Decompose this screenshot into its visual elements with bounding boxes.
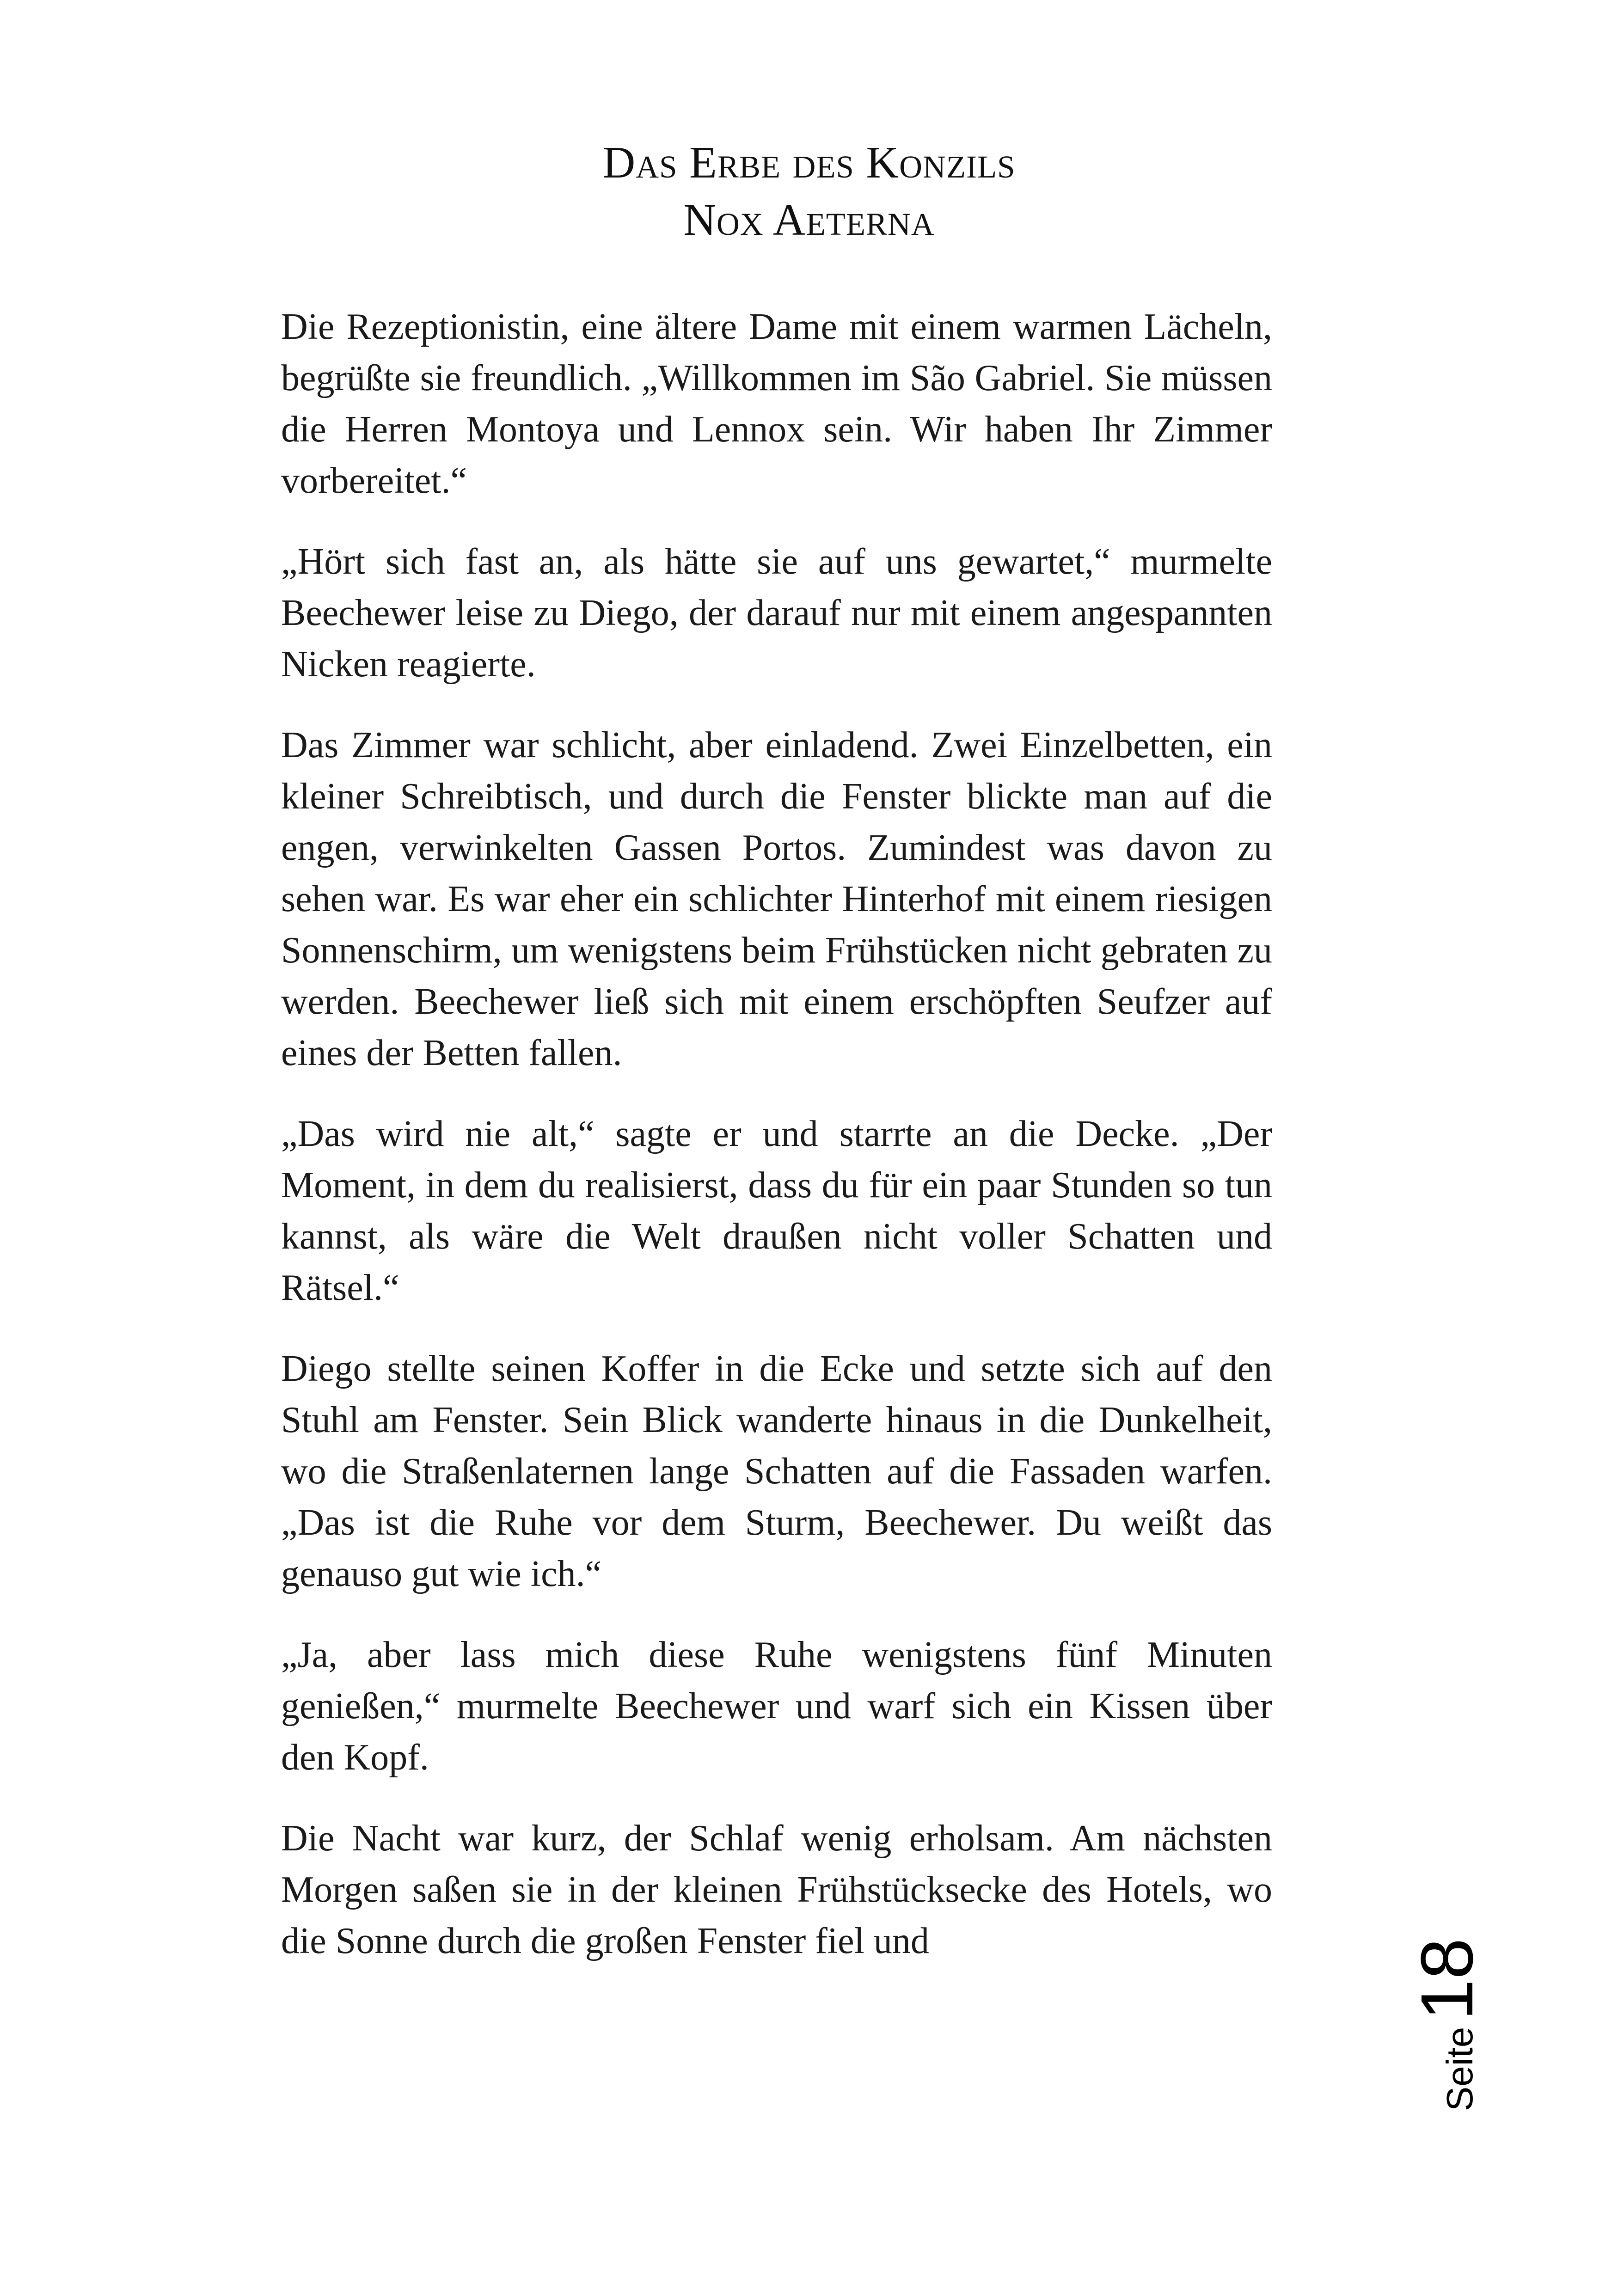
paragraph: Das Zimmer war schlicht, aber einladend. Zwei Einzelbetten, ein kleiner Schreibtisch, und durch die Fenster blickte man auf die engen, verwinkelten Gassen Portos. Zumindest was davon zu sehen war. Es war eher ein schlichter Hinterhof mit einem riesigen Sonnenschirm, um wenigstens beim Frühstücken nicht gebraten zu werden. Beechewer ließ sich mit einem erschöpften Seufzer auf eines der Betten fallen. <box>281 725 1272 1073</box>
running-header <box>0 134 1618 249</box>
page-number <box>1387 1937 1507 2112</box>
paragraph: „Hört sich fast an, als hätte sie auf uns gewartet,“ murmelte Beechewer leise zu Diego, der darauf nur mit einem angespannten Nicken reagierte. <box>281 541 1272 685</box>
paragraph: Die Nacht war kurz, der Schlaf wenig erholsam. Am nächsten Morgen saßen sie in der kleinen Frühstücksecke des Hotels, wo die Sonne durch die großen Fenster fiel und <box>281 1818 1272 1961</box>
page-number-value: 18 <box>1405 1938 1488 2020</box>
body-text <box>281 301 1272 1996</box>
book-title: Das Erbe des Konzils <box>602 138 1016 188</box>
paragraph: Die Rezeptionistin, eine ältere Dame mit einem warmen Lächeln, begrüßte sie freundlich. „Willkommen im São Gabriel. Sie müssen die Herren Montoya und Lennox sein. Wir haben Ihr Zimmer vorbereitet.“ <box>281 306 1272 501</box>
page-number-rotated <box>1404 1938 1489 2111</box>
paragraph: „Das wird nie alt,“ sagte er und starrte an die Decke. „Der Moment, in dem du realisierst, dass du für ein paar Stunden so tun kannst, als wäre die Welt draußen nicht voller Schatten und Rätsel.“ <box>281 1114 1272 1308</box>
paragraph: „Ja, aber lass mich diese Ruhe wenigstens fünf Minuten genießen,“ murmelte Beechewer und warf sich ein Kissen über den Kopf. <box>281 1635 1272 1778</box>
paragraph: Diego stellte seinen Koffer in die Ecke und setzte sich auf den Stuhl am Fenster. Sein Blick wanderte hinaus in die Dunkelheit, wo die Straßenlaternen lange Schatten auf die Fassaden warfen. „Das ist die Ruhe vor dem Sturm, Beechewer. Du weißt das genauso gut wie ich.“ <box>281 1348 1272 1594</box>
page-number-label: Seite <box>1439 2027 1480 2112</box>
book-subtitle: Nox Aeterna <box>683 195 935 245</box>
